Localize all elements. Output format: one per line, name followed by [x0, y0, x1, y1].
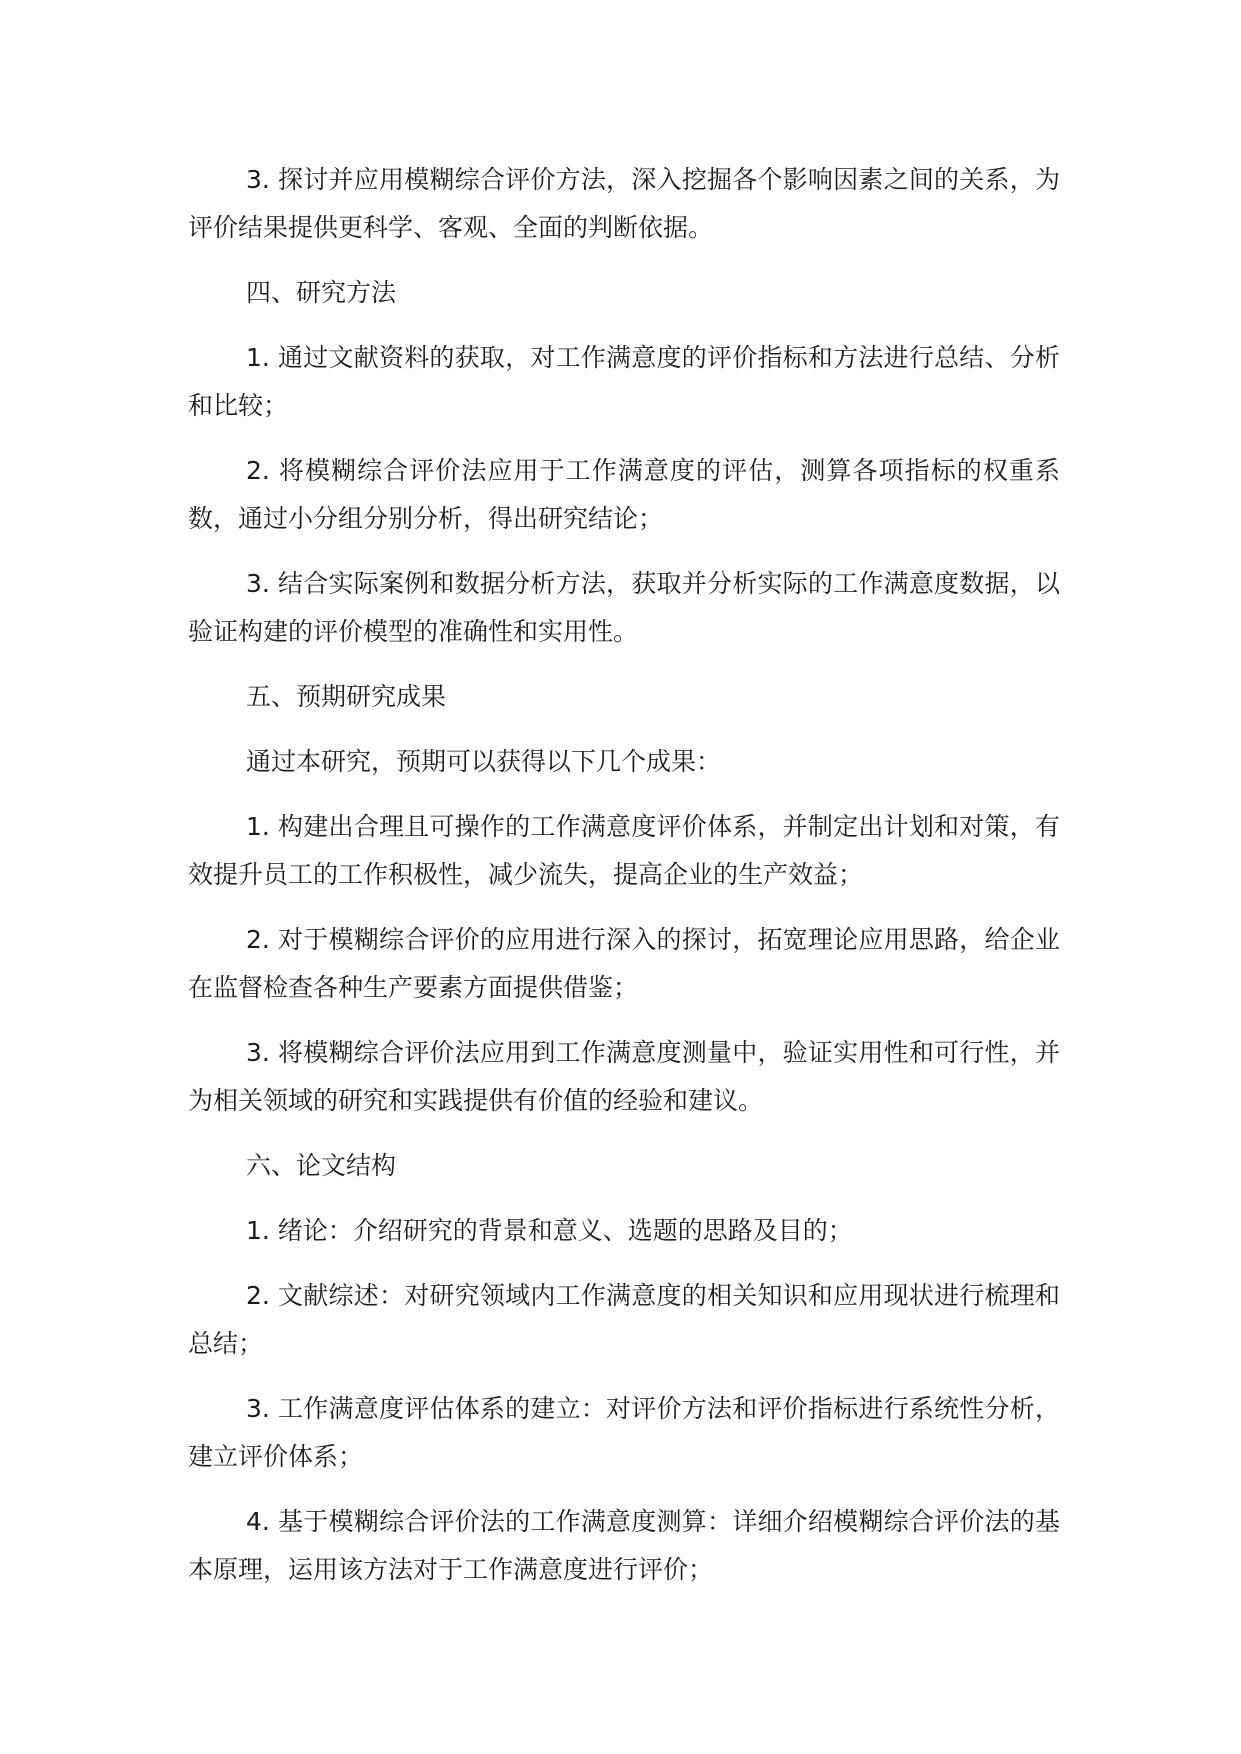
paragraph-objective-3: 3. 探讨并应用模糊综合评价方法，深入挖掘各个影响因素之间的关系，为评价结果提供更科学、客观、全面的判断依据。	[188, 165, 1060, 242]
paragraph-structure-2: 2. 文献综述：对研究领域内工作满意度的相关知识和应用现状进行梳理和总结；	[188, 1281, 1060, 1358]
section-heading-methods: 四、研究方法	[246, 278, 397, 307]
paragraph-result-3: 3. 将模糊综合评价法应用到工作满意度测量中，验证实用性和可行性，并为相关领域的研究和实践提供有价值的经验和建议。	[188, 1038, 1060, 1115]
paragraph-structure-4: 4. 基于模糊综合评价法的工作满意度测算：详细介绍模糊综合评价法的基本原理，运用该方法对于工作满意度进行评价；	[188, 1507, 1060, 1584]
paragraph-method-1: 1. 通过文献资料的获取，对工作满意度的评价指标和方法进行总结、分析和比较；	[188, 343, 1060, 420]
document-body	[188, 156, 1060, 1611]
paragraph-method-2: 2. 将模糊综合评价法应用于工作满意度的评估，测算各项指标的权重系数，通过小分组分别分析，得出研究结论；	[188, 456, 1060, 533]
paragraph-result-1: 1. 构建出合理且可操作的工作满意度评价体系，并制定出计划和对策，有效提升员工的工作积极性，减少流失，提高企业的生产效益；	[188, 812, 1060, 889]
paragraph-result-2: 2. 对于模糊综合评价的应用进行深入的探讨，拓宽理论应用思路，给企业在监督检查各种生产要素方面提供借鉴；	[188, 925, 1060, 1002]
paragraph-results-intro: 通过本研究，预期可以获得以下几个成果：	[246, 747, 722, 776]
paragraph-structure-1: 1. 绪论：介绍研究的背景和意义、选题的思路及目的；	[246, 1216, 853, 1245]
section-heading-expected-results: 五、预期研究成果	[246, 682, 447, 711]
section-heading-thesis-structure: 六、论文结构	[246, 1151, 397, 1180]
paragraph-method-3: 3. 结合实际案例和数据分析方法，获取并分析实际的工作满意度数据，以验证构建的评价模型的准确性和实用性。	[188, 569, 1060, 646]
paragraph-structure-3: 3. 工作满意度评估体系的建立：对评价方法和评价指标进行系统性分析，建立评价体系；	[188, 1394, 1060, 1471]
